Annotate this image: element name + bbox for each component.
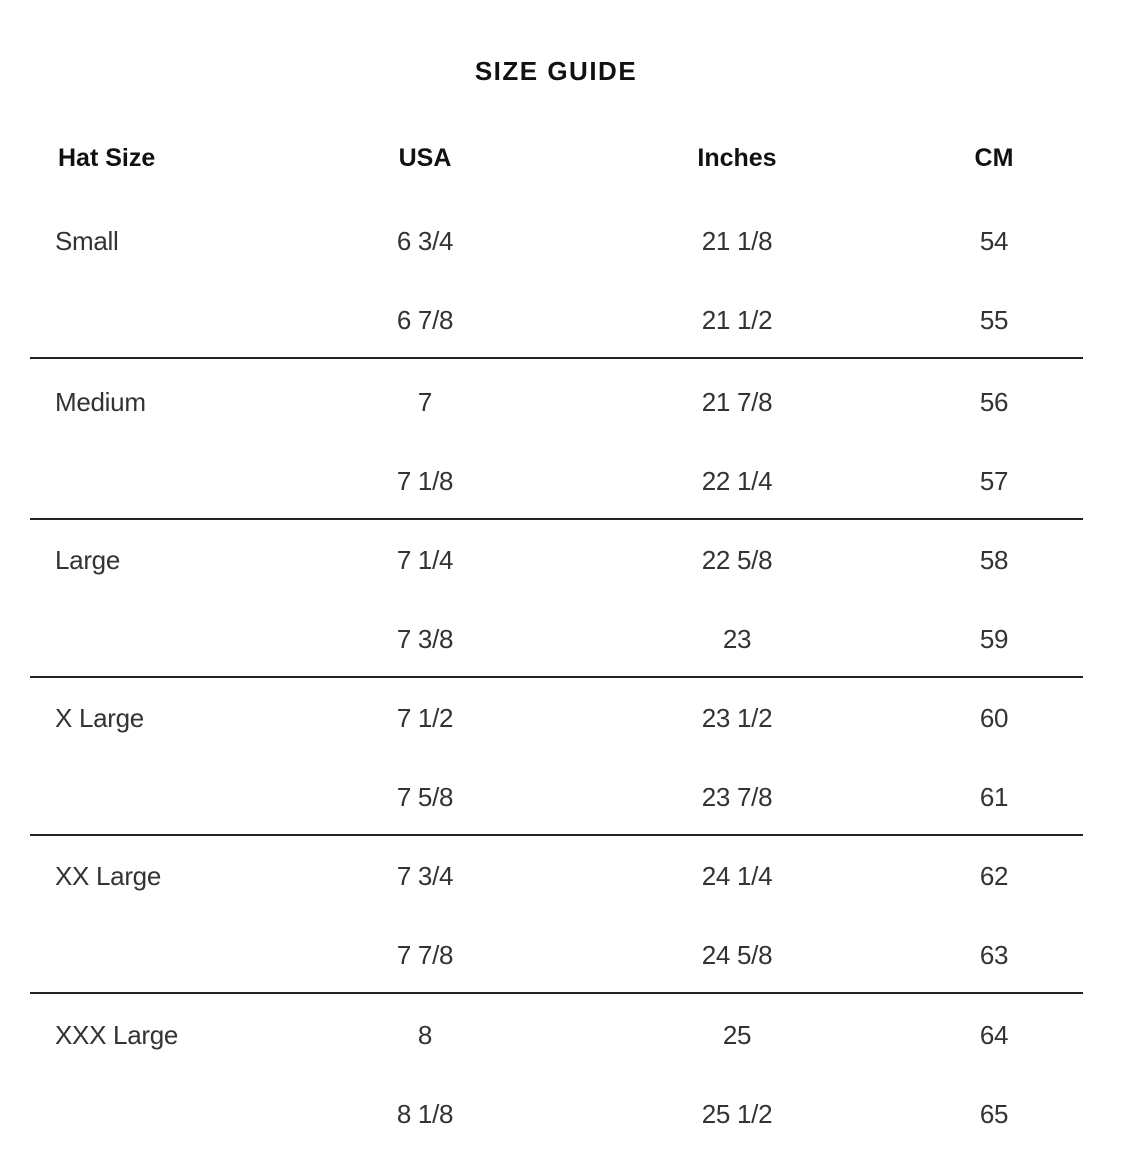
usa-size: 7 1/2 xyxy=(396,703,454,733)
table-row xyxy=(30,856,1083,896)
inches-size: 24 1/4 xyxy=(701,861,773,891)
hat-size-name: Small xyxy=(55,226,119,256)
cm-size: 62 xyxy=(979,861,1009,891)
cm-size: 64 xyxy=(979,1020,1009,1050)
hat-size-name: XXX Large xyxy=(55,1020,179,1050)
cm-size: 56 xyxy=(979,387,1009,417)
size-group-large xyxy=(30,518,1083,678)
size-group-xx-large xyxy=(30,834,1083,994)
usa-size: 7 3/8 xyxy=(396,624,454,654)
hat-size-name: X Large xyxy=(55,703,144,733)
inches-size: 23 xyxy=(722,624,752,654)
cm-size: 58 xyxy=(979,545,1009,575)
usa-size: 7 xyxy=(417,387,433,417)
hat-size-name: Medium xyxy=(55,387,146,417)
size-group-small xyxy=(30,199,1083,359)
header-hat-size: Hat Size xyxy=(58,144,156,172)
table-row xyxy=(30,382,1083,422)
cm-size: 57 xyxy=(979,466,1009,496)
inches-size: 21 7/8 xyxy=(701,387,773,417)
page-title: SIZE GUIDE xyxy=(474,56,638,86)
header-inches: Inches xyxy=(697,144,777,172)
cm-size: 65 xyxy=(979,1099,1009,1129)
header-usa: USA xyxy=(398,144,452,172)
cm-size: 63 xyxy=(979,940,1009,970)
hat-size-name: Large xyxy=(55,545,120,575)
table-header-row xyxy=(0,138,1125,178)
usa-size: 6 7/8 xyxy=(396,305,454,335)
inches-size: 22 1/4 xyxy=(701,466,773,496)
hat-size-name: XX Large xyxy=(55,861,162,891)
size-group-xxx-large xyxy=(30,993,1083,1151)
cm-size: 61 xyxy=(979,782,1009,812)
header-cm: CM xyxy=(974,144,1014,172)
inches-size: 21 1/8 xyxy=(701,226,773,256)
table-row xyxy=(30,698,1083,738)
inches-size: 24 5/8 xyxy=(701,940,773,970)
table-row xyxy=(30,777,1083,817)
usa-size: 6 3/4 xyxy=(396,226,454,256)
usa-size: 8 1/8 xyxy=(396,1099,454,1129)
inches-size: 22 5/8 xyxy=(701,545,773,575)
table-row xyxy=(30,1094,1083,1134)
table-row xyxy=(30,300,1083,340)
table-row xyxy=(30,461,1083,501)
usa-size: 7 1/4 xyxy=(396,545,454,575)
cm-size: 55 xyxy=(979,305,1009,335)
size-group-x-large xyxy=(30,676,1083,836)
usa-size: 7 5/8 xyxy=(396,782,454,812)
usa-size: 7 7/8 xyxy=(396,940,454,970)
size-group-medium xyxy=(30,360,1083,520)
cm-size: 54 xyxy=(979,226,1009,256)
table-row xyxy=(30,619,1083,659)
cm-size: 60 xyxy=(979,703,1009,733)
usa-size: 7 3/4 xyxy=(396,861,454,891)
inches-size: 23 7/8 xyxy=(701,782,773,812)
inches-size: 23 1/2 xyxy=(701,703,773,733)
table-row xyxy=(30,540,1083,580)
inches-size: 25 1/2 xyxy=(701,1099,773,1129)
inches-size: 21 1/2 xyxy=(701,305,773,335)
table-row xyxy=(30,221,1083,261)
usa-size: 7 1/8 xyxy=(396,466,454,496)
cm-size: 59 xyxy=(979,624,1009,654)
table-row xyxy=(30,935,1083,975)
inches-size: 25 xyxy=(722,1020,752,1050)
table-row xyxy=(30,1015,1083,1055)
usa-size: 8 xyxy=(417,1020,433,1050)
